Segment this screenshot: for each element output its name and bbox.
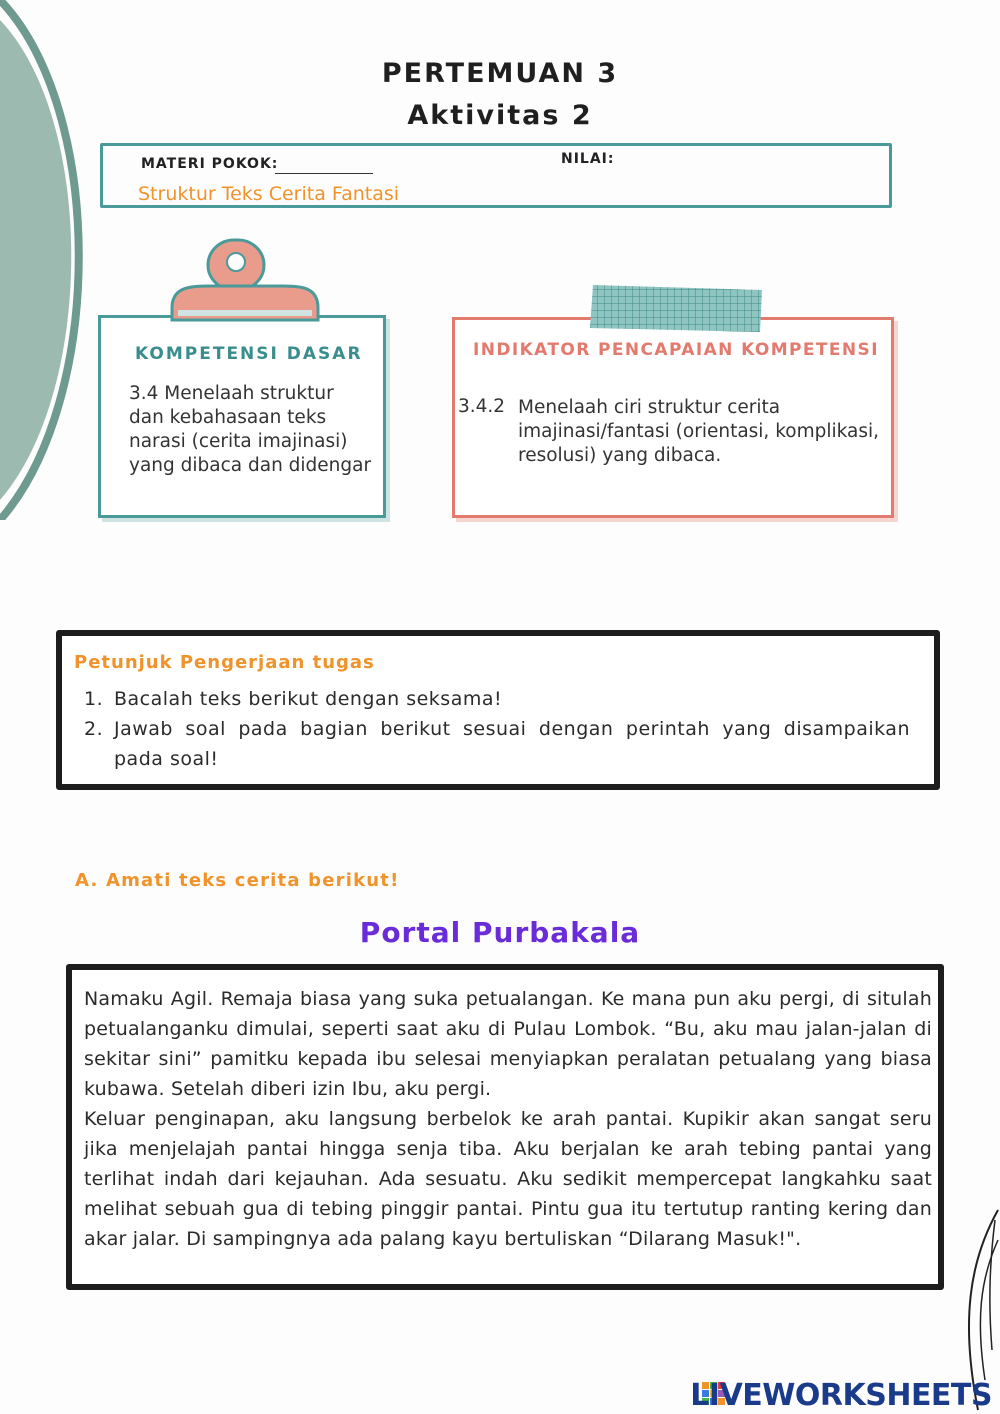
- materi-underline: [275, 173, 373, 174]
- washi-tape-icon: [590, 282, 765, 334]
- materi-label: MATERI POKOK:: [141, 156, 279, 172]
- list-item: [84, 684, 910, 714]
- story-paragraph: Keluar penginapan, aku langsung berbelok ke arah pantai. Kupikir akan sangat seru jika menjelajah pantai hingga senja tiba. Aku berjalan ke arah tebing pantai yang terlihat indah dari kejauhan. Ada sesuatu. Aku sedikit mempercepat langkahku saat melihat sebuah gua di tebing pinggir pantai. Pintu gua itu tertutup ranting kering dan akar jalar. Di sampingnya ada palang kayu bertuliskan “Dilarang Masuk!".: [84, 1108, 932, 1250]
- list-item-number: 2.: [84, 718, 104, 740]
- watermark: LIVEWORKSHEETS: [690, 1378, 992, 1413]
- story-title: Portal Purbakala: [359, 916, 641, 949]
- materi-value: Struktur Teks Cerita Fantasi: [138, 183, 400, 205]
- list-item-number: 1.: [84, 688, 104, 710]
- indikator-title: INDIKATOR PENCAPAIAN KOMPETENSI: [473, 340, 879, 360]
- list-item-text: Jawab soal pada bagian berikut sesuai dengan perintah yang disampaikan pada soal!: [114, 718, 910, 770]
- indikator-card: [452, 317, 894, 518]
- petunjuk-box: [56, 630, 940, 790]
- materi-box: [100, 143, 892, 208]
- section-a-heading: A. Amati teks cerita berikut!: [75, 870, 400, 891]
- page-title: PERTEMUAN 3: [381, 58, 619, 89]
- kompetensi-dasar-card: [98, 315, 386, 518]
- petunjuk-title: Petunjuk Pengerjaan tugas: [74, 652, 375, 673]
- story-box: [66, 964, 944, 1290]
- kompetensi-dasar-text: 3.4 Menelaah struktur dan kebahasaan teks narasi (cerita imajinasi) yang dibaca dan didengar: [129, 383, 372, 476]
- indikator-text: Menelaah ciri struktur cerita imajinasi/fantasi (orientasi, komplikasi, resolusi) yang dibaca.: [518, 397, 879, 466]
- indikator-number: 3.4.2: [458, 396, 506, 417]
- list-item-text: Bacalah teks berikut dengan seksama!: [114, 688, 503, 710]
- story-paragraph: Namaku Agil. Remaja biasa yang suka petualangan. Ke mana pun aku pergi, di situlah petualanganku dimulai, seperti saat aku di Pulau Lombok. “Bu, aku mau jalan-jalan di sekitar sini” pamitku kepada ibu selesai menyiapkan peralatan petualang yang biasa kubawa. Setelah diberi izin Ibu, aku pergi.: [84, 988, 932, 1100]
- nilai-label: NILAI:: [561, 151, 615, 167]
- story-text: [84, 984, 932, 1254]
- list-item: [84, 714, 910, 774]
- petunjuk-list: [84, 684, 910, 774]
- page-subtitle: Aktivitas 2: [407, 100, 593, 131]
- kompetensi-dasar-title: KOMPETENSI DASAR: [135, 344, 363, 364]
- clip-icon: [168, 238, 323, 333]
